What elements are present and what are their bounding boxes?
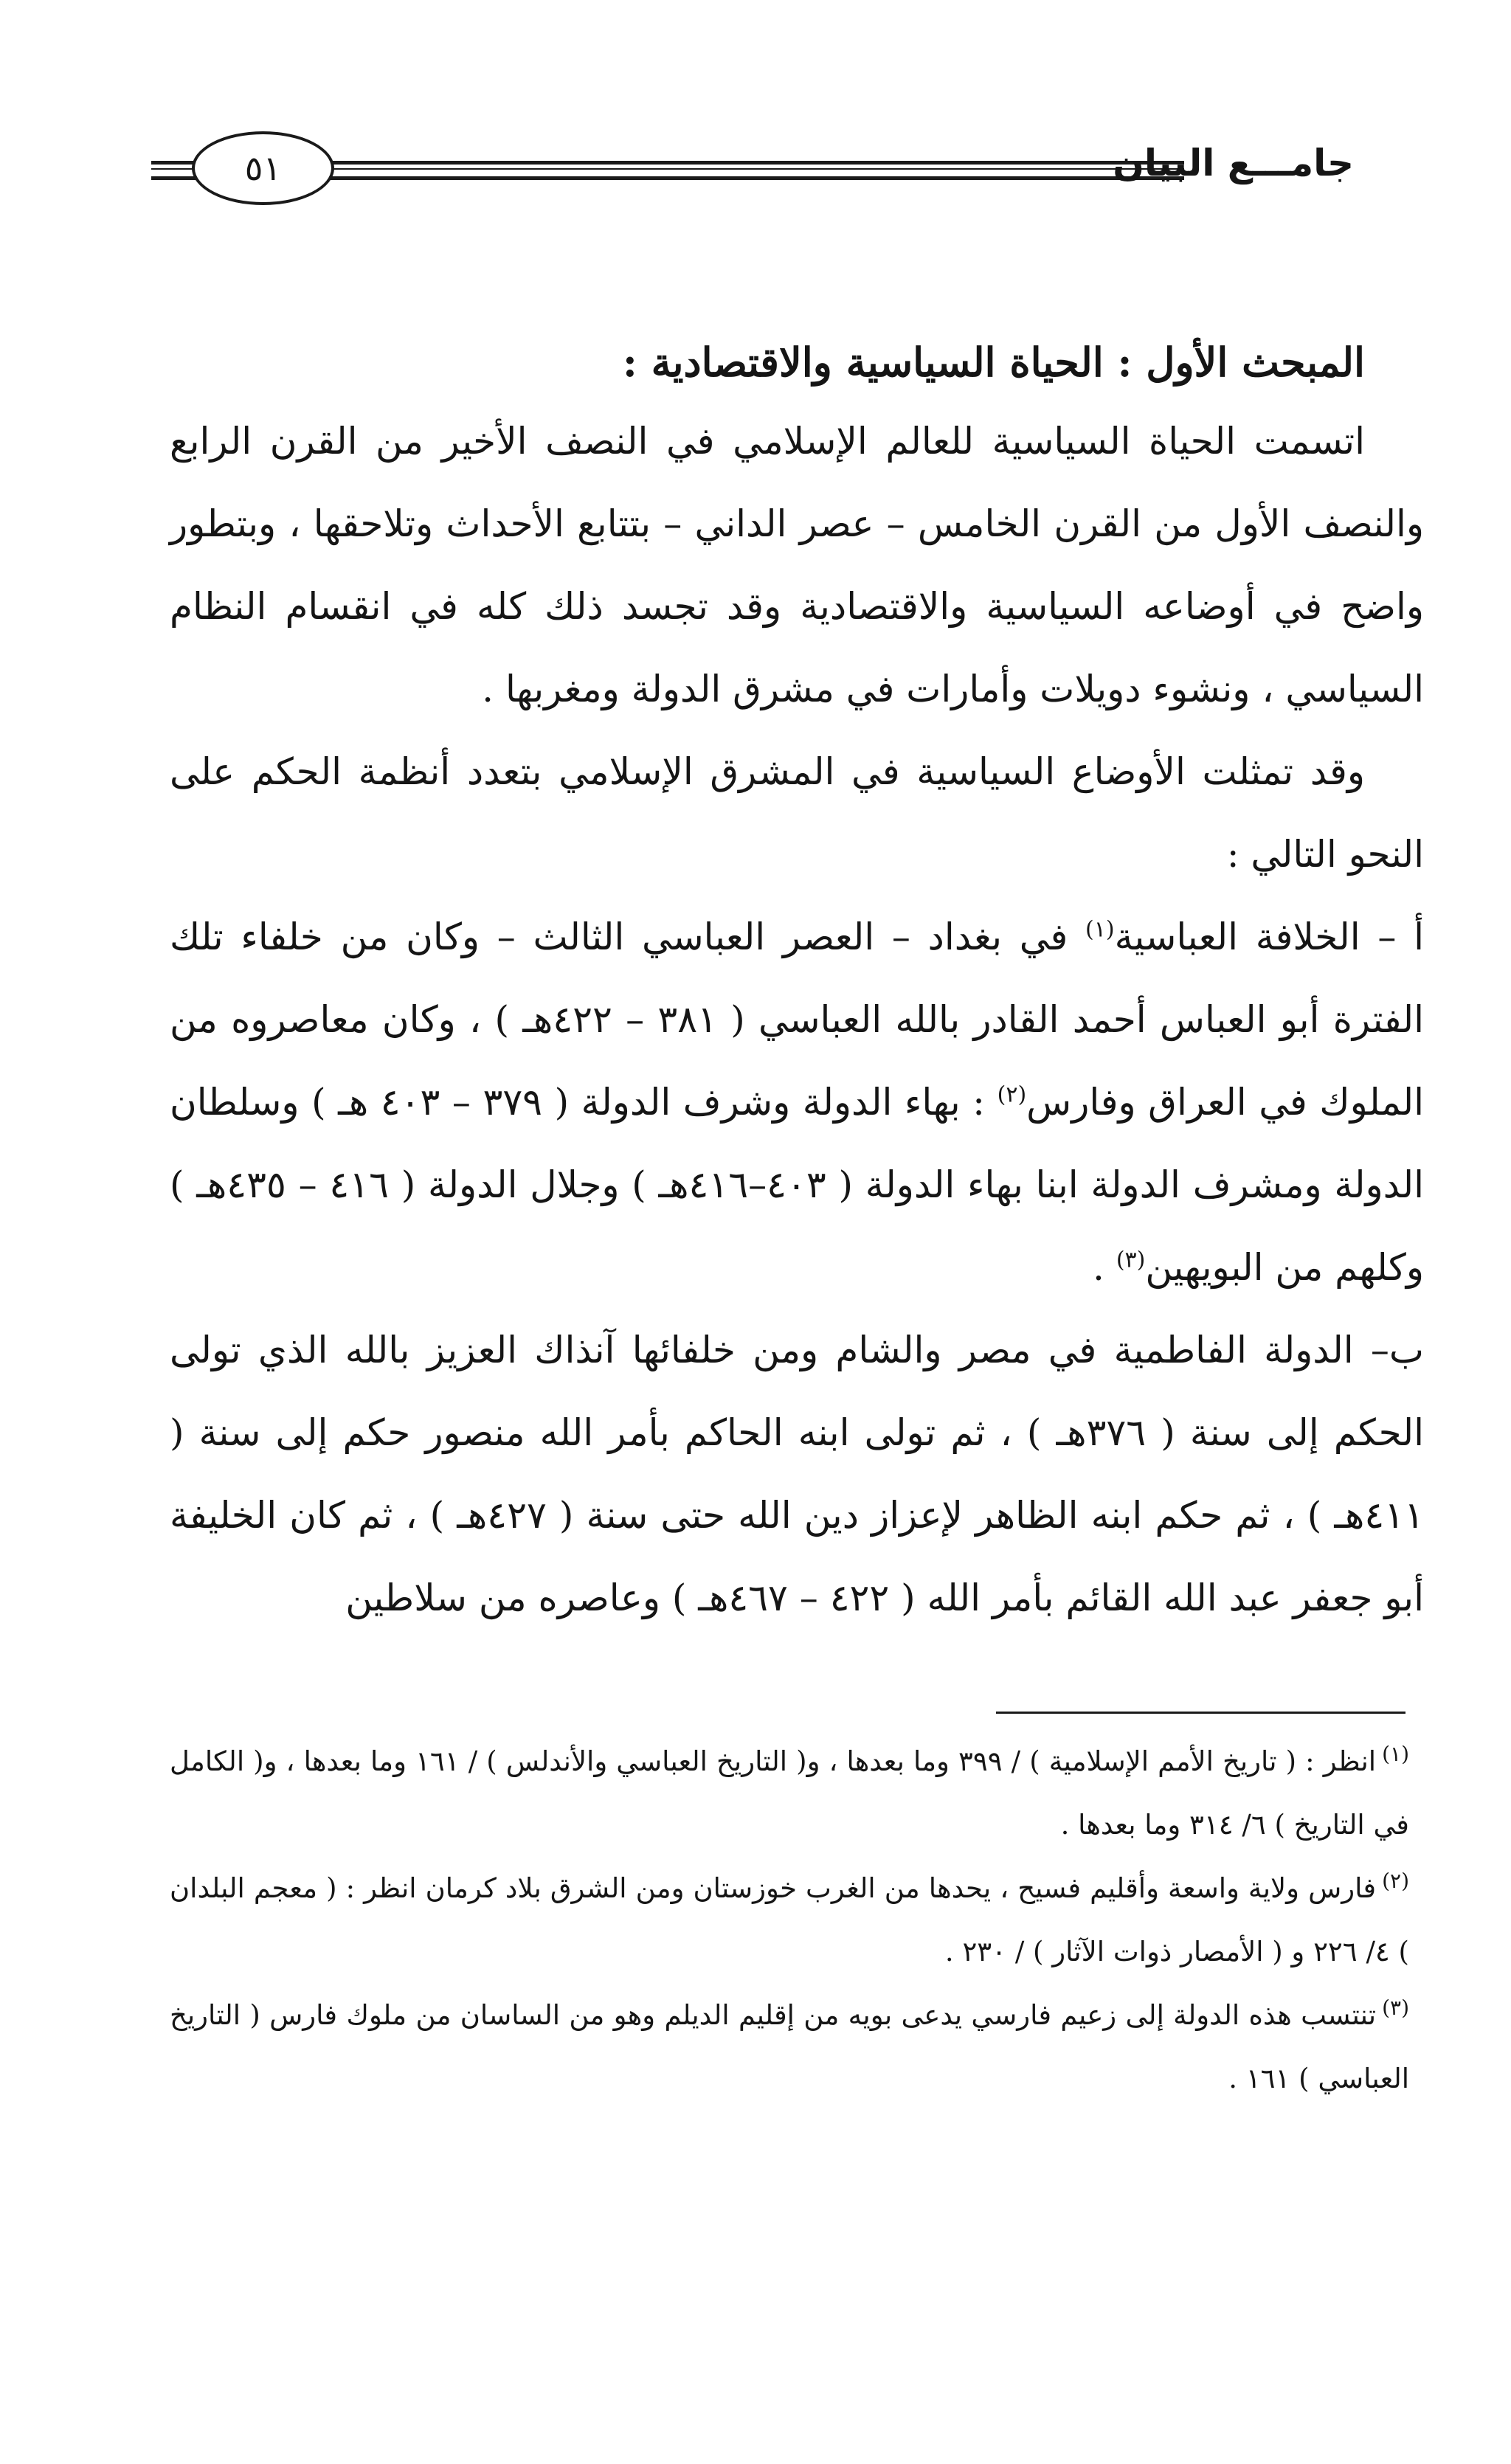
- item-a-text: : بهاء الدولة وشرف الدولة ( ٣٧٩ – ٤٠٣ هـ ) وسلطان الدولة ومشرف الدولة ابنا بهاء الدولة ( ٤٠٣–٤١٦هـ ) وجلال الدولة ( ٤١٦ – ٤٣٥هـ ) وكلهم من البويهين: [170, 1081, 1424, 1289]
- book-title: جامـــع البيان: [1113, 142, 1354, 184]
- section-heading: المبحث الأول : الحياة السياسية والاقتصادية :: [622, 339, 1365, 386]
- footnotes: [170, 1730, 1409, 2111]
- item-a-text: .: [1093, 1246, 1116, 1289]
- page-number-badge: [192, 131, 334, 205]
- footnote-ref: (١): [1085, 916, 1115, 943]
- item-a-text: في بغداد – العصر العباسي الثالث – وكان من خلفاء تلك الفترة أبو العباس أحمد القادر بالله العباسي ( ٣٨١ – ٤٢٢هـ ) ، وكان معاصروه من الملوك في العراق وفارس: [170, 916, 1425, 1124]
- footnote-text: فارس ولاية واسعة وأقليم فسيح ، يحدها من الغرب خوزستان ومن الشرق بلاد كرمان انظر : ( معجم البلدان ) ٤/ ٢٢٦ و ( الأمصار ذوات الآثار ) / ٢٣٠ .: [170, 1872, 1409, 1968]
- footnote-ref: (٣): [1116, 1247, 1146, 1273]
- item-a-text: أ – الخلافة العباسية: [1114, 916, 1425, 958]
- list-item-a: [170, 896, 1424, 1309]
- footnote-number: (٢): [1382, 1868, 1409, 1893]
- footnote: [170, 1984, 1409, 2111]
- list-item-b: ب– الدولة الفاطمية في مصر والشام ومن خلفائها آنذاك العزيز بالله الذي تولى الحكم إلى سنة ( ٣٧٦هـ ) ، ثم تولى ابنه الحاكم بأمر الله منصور حكم إلى سنة ( ٤١١هـ ) ، ثم حكم ابنه الظاهر لإعزاز دين الله حتى سنة ( ٤٢٧هـ ) ، ثم كان الخليفة أبو جعفر عبد الله القائم بأمر الله ( ٤٢٢ – ٤٦٧هـ ) وعاصره من سلاطين: [170, 1329, 1424, 1619]
- footnote-divider: [996, 1712, 1405, 1714]
- footnote-number: (٣): [1382, 1995, 1409, 2020]
- footnote: [170, 1857, 1409, 1984]
- footnote-number: (١): [1382, 1741, 1409, 1766]
- footnote: [170, 1730, 1409, 1857]
- main-text: [170, 321, 1424, 1639]
- footnote-ref: (٢): [997, 1082, 1027, 1108]
- footnote-text: تنتسب هذه الدولة إلى زعيم فارسي يدعى بويه من إقليم الديلم وهو من الساسان من ملوك فارس ( التاريخ العباسي ) ١٦١ .: [170, 1999, 1409, 2094]
- page-number: ٥١: [244, 148, 282, 188]
- footnote-text: انظر : ( تاريخ الأمم الإسلامية ) / ٣٩٩ وما بعدها ، و( التاريخ العباسي والأندلس ) / ١٦١ وما بعدها ، و( الكامل في التاريخ ) ٦/ ٣١٤ وما بعدها .: [170, 1745, 1409, 1841]
- page-header: [151, 125, 1354, 207]
- paragraph: اتسمت الحياة السياسية للعالم الإسلامي في النصف الأخير من القرن الرابع والنصف الأول من القرن الخامس – عصر الداني – بتتابع الأحداث وتلاحقها ، وبتطور واضح في أوضاعه السياسية والاقتصادية وقد تجسد ذلك كله في انقسام النظام السياسي ، ونشوء دويلات وأمارات في مشرق الدولة ومغربها .: [170, 420, 1424, 710]
- paragraph: وقد تمثلت الأوضاع السياسية في المشرق الإسلامي بتعدد أنظمة الحكم على النحو التالي :: [170, 750, 1424, 876]
